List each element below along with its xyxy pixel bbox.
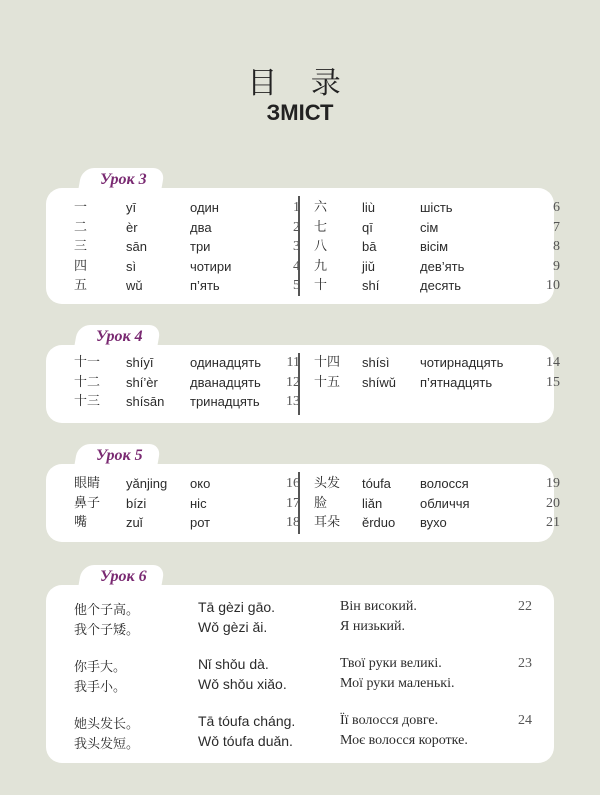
- vocab-translation: обличчя: [420, 495, 470, 511]
- sentence-pinyin: Wǒ shǒu xiǎo.: [198, 676, 287, 692]
- vocab-chinese: 十四: [314, 355, 341, 370]
- sentence-chinese: 他个子高。: [74, 603, 140, 618]
- vocab-chinese: 二: [74, 219, 88, 235]
- sentence-translation: Він високий.: [340, 599, 417, 614]
- vocab-pinyin: shíwǔ: [362, 374, 396, 390]
- vocab-pinyin: bā: [362, 239, 377, 254]
- sentence-pinyin: Wǒ gèzi ǎi.: [198, 619, 268, 635]
- vocab-chinese: 鼻子: [74, 495, 101, 511]
- vocab-chinese: 眼睛: [74, 476, 101, 491]
- vocab-chinese: 三: [74, 239, 88, 254]
- vocab-chinese: 头发: [314, 476, 341, 491]
- vocab-pinyin: èr: [126, 219, 138, 235]
- vocab-pinyin: wǔ: [126, 278, 143, 293]
- vocab-chinese: 十: [314, 278, 328, 293]
- sentence-pinyin: Nǐ shǒu dà.: [198, 656, 269, 672]
- vocab-pinyin: sān: [126, 239, 147, 254]
- vocab-pinyin: shísì: [362, 355, 390, 370]
- vocab-pinyin: sì: [126, 258, 137, 274]
- vocab-chinese: 五: [74, 278, 88, 293]
- vocab-chinese: 耳朵: [314, 515, 341, 530]
- vocab-translation: два: [190, 219, 212, 235]
- vocab-translation: ніс: [190, 495, 207, 511]
- lesson-4-card: [46, 345, 560, 423]
- vocab-translation: одинадцять: [190, 355, 261, 370]
- vocab-chinese: 脸: [314, 495, 328, 511]
- vocab-pinyin: zuǐ: [126, 515, 143, 530]
- page-number[interactable]: 1: [293, 200, 300, 215]
- sentence-translation: Її волосся довге.: [340, 713, 439, 728]
- vocab-chinese: 八: [314, 239, 328, 254]
- lesson-6-tab: Урок 6: [78, 565, 165, 589]
- sentence-translation: Мої руки маленькі.: [340, 676, 455, 691]
- page-title-chinese: 目 录: [247, 66, 353, 101]
- page-number[interactable]: 20: [546, 495, 560, 511]
- lesson-3-tab: Урок 3: [78, 168, 165, 192]
- vocab-translation: дев’ять: [420, 258, 465, 274]
- page-number[interactable]: 24: [518, 713, 532, 728]
- sentence-translation: Твої руки великі.: [340, 656, 442, 671]
- sentence-chinese: 我手小。: [74, 680, 127, 695]
- sentence-pinyin: Tā gèzi gāo.: [198, 599, 276, 615]
- vocab-pinyin: yī: [126, 200, 137, 215]
- vocab-translation: чотирнадцять: [420, 355, 504, 370]
- vocab-translation: вісім: [420, 239, 449, 254]
- vocab-translation: п’ять: [190, 278, 220, 293]
- page-number[interactable]: 5: [293, 278, 300, 293]
- lesson-5-tab: Урок 5: [74, 444, 161, 468]
- page-number[interactable]: 14: [546, 355, 560, 370]
- page-number[interactable]: 18: [286, 515, 300, 530]
- vocab-pinyin: tóufa: [362, 476, 391, 491]
- vocab-translation: вухо: [420, 515, 447, 530]
- lesson-3-card: [46, 188, 560, 304]
- page-number[interactable]: 23: [518, 656, 532, 671]
- page-number[interactable]: 6: [553, 200, 560, 215]
- lesson-4-tab: Урок 4: [74, 325, 161, 349]
- vocab-translation: шість: [420, 200, 453, 215]
- page-title-ukrainian: ЗМІСТ: [266, 100, 334, 125]
- vocab-chinese: 十一: [74, 355, 101, 370]
- vocab-pinyin: liǎn: [362, 495, 383, 511]
- vocab-chinese: 十二: [74, 374, 101, 390]
- sentence-translation: Я низький.: [340, 619, 406, 634]
- vocab-pinyin: qī: [362, 219, 373, 235]
- sentence-chinese: 我头发短。: [74, 737, 140, 752]
- vocab-chinese: 九: [314, 258, 328, 274]
- page-number[interactable]: 4: [293, 258, 300, 274]
- vocab-translation: десять: [420, 278, 462, 293]
- page-number[interactable]: 15: [546, 374, 560, 390]
- vocab-chinese: 十五: [314, 374, 341, 390]
- vocab-translation: око: [190, 476, 211, 491]
- page-number[interactable]: 3: [293, 239, 300, 254]
- vocab-pinyin: bízi: [126, 495, 147, 511]
- vocab-translation: три: [190, 239, 211, 254]
- page-number[interactable]: 2: [293, 219, 300, 235]
- page-number[interactable]: 8: [553, 239, 560, 254]
- vocab-translation: дванадцять: [190, 374, 261, 390]
- sentence-translation: Моє волосся коротке.: [340, 733, 468, 748]
- vocab-chinese: 六: [314, 200, 328, 215]
- lesson-6-card: [46, 585, 554, 763]
- sentence-chinese: 我个子矮。: [74, 623, 140, 638]
- vocab-pinyin: shíyī: [126, 355, 154, 370]
- vocab-pinyin: liù: [362, 200, 376, 215]
- page-number[interactable]: 7: [553, 219, 560, 235]
- sentence-chinese: 你手大。: [74, 660, 127, 675]
- sentence-pinyin: Wǒ tóufa duǎn.: [198, 733, 293, 749]
- vocab-translation: волосся: [420, 476, 469, 491]
- page-number[interactable]: 10: [546, 278, 560, 293]
- vocab-translation: тринадцять: [190, 394, 260, 409]
- vocab-pinyin: jiǔ: [362, 258, 376, 274]
- vocab-pinyin: shí’èr: [126, 374, 158, 390]
- page-number[interactable]: 9: [553, 258, 560, 274]
- vocab-pinyin: shí: [362, 278, 380, 293]
- vocab-chinese: 嘴: [74, 515, 88, 530]
- page-number[interactable]: 16: [286, 476, 300, 491]
- vocab-chinese: 一: [74, 200, 88, 215]
- vocab-chinese: 十三: [74, 394, 101, 409]
- vocab-chinese: 七: [314, 219, 328, 235]
- page-number[interactable]: 22: [518, 599, 532, 614]
- page-number[interactable]: 11: [286, 355, 300, 370]
- sentence-chinese: 她头发长。: [74, 717, 140, 732]
- sentence-pinyin: Tā tóufa cháng.: [198, 713, 296, 729]
- page-number[interactable]: 21: [546, 515, 560, 530]
- vocab-translation: рот: [190, 515, 211, 530]
- vocab-pinyin: shísān: [126, 394, 165, 409]
- vocab-chinese: 四: [74, 258, 88, 274]
- page-number[interactable]: 19: [546, 476, 560, 491]
- vocab-pinyin: ěrduo: [362, 515, 396, 530]
- page-number[interactable]: 17: [286, 495, 300, 511]
- vocab-translation: чотири: [190, 258, 232, 274]
- vocab-pinyin: yǎnjing: [126, 476, 168, 491]
- lesson-5-card: [46, 464, 560, 542]
- page-number[interactable]: 12: [286, 374, 300, 390]
- vocab-translation: один: [190, 200, 219, 215]
- vocab-translation: п’ятнадцять: [420, 374, 493, 390]
- page-number[interactable]: 13: [286, 394, 300, 409]
- vocab-translation: сім: [420, 219, 439, 235]
